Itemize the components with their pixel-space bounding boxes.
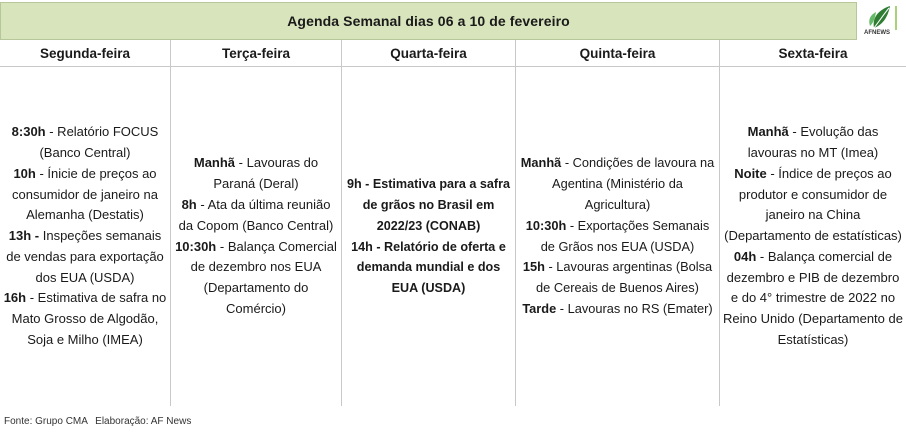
footer-source: Fonte: Grupo CMA <box>4 416 88 427</box>
event-text: Inspeções semanais de vendas para exportação dos EUA (USDA) <box>6 228 164 285</box>
day-header: Quinta-feira <box>516 40 719 67</box>
day-column-thursday <box>515 40 719 406</box>
day-column-wednesday <box>341 40 515 406</box>
afnews-logo <box>860 2 904 40</box>
day-column-tuesday <box>170 40 341 406</box>
event-time: 10:30h <box>525 217 567 233</box>
event-entry <box>345 174 512 236</box>
event-entry <box>519 299 716 320</box>
event-entry <box>3 122 167 164</box>
event-text: - Lavouras no RS (Emater) <box>556 300 713 316</box>
event-entry <box>723 247 903 351</box>
day-events <box>171 67 341 406</box>
event-entry <box>345 237 512 299</box>
day-events <box>516 67 719 406</box>
event-time: 13h - <box>8 228 40 244</box>
event-time: 10:30h <box>175 238 217 254</box>
day-column-friday <box>719 40 906 406</box>
event-entry <box>3 164 167 226</box>
agenda-title: Agenda Semanal dias 06 a 10 de fevereiro <box>287 13 570 29</box>
event-time: 16h <box>3 290 27 306</box>
event-entry <box>174 153 338 195</box>
event-time: 8:30h <box>11 124 46 140</box>
event-entry <box>174 195 338 237</box>
event-text: - Lavouras argentinas (Bolsa de Cereais de Buenos Aires) <box>536 259 713 296</box>
event-time: 14h - Relatório de oferta e demanda mundial e dos EUA (USDA) <box>351 239 506 296</box>
weekly-agenda-table <box>0 40 906 406</box>
event-time: Noite <box>734 165 767 181</box>
day-header: Quarta-feira <box>342 40 515 67</box>
agenda-title-bar <box>0 2 857 40</box>
event-text: - Balança Comercial de dezembro nos EUA (Departamento do Comércio) <box>190 238 337 316</box>
leaf-logo-icon <box>860 2 904 32</box>
event-time: 8h <box>181 196 197 212</box>
event-time: 15h <box>522 259 545 275</box>
event-text: - Ata da última reunião da Copom (Banco Central) <box>178 196 334 233</box>
event-time: Manhã <box>747 124 789 140</box>
event-text: - Estimativa de safra no Mato Grosso de Algodão, Soja e Milho (IMEA) <box>11 290 167 348</box>
event-entry <box>723 164 903 247</box>
day-events <box>342 67 515 406</box>
event-entry <box>519 153 716 215</box>
event-entry <box>3 288 167 350</box>
event-text: - Exportações Semanais de Grãos nos EUA (USDA) <box>540 217 710 254</box>
event-time: Manhã <box>193 155 236 171</box>
footer-credits <box>4 416 191 427</box>
event-time: 04h <box>733 248 757 264</box>
event-entry <box>3 226 167 288</box>
event-entry <box>519 216 716 258</box>
day-events <box>0 67 170 406</box>
event-time: Manhã <box>520 155 562 171</box>
event-time: Tarde <box>522 300 557 316</box>
event-text: - Balança comercial de dezembro e PIB de dezembro e do 4° trimestre de 2022 no Reino Unido (Departamento de Estatísticas) <box>723 248 903 348</box>
event-text: - Lavouras do Paraná (Deral) <box>213 155 319 192</box>
event-text: - Relatório FOCUS (Banco Central) <box>39 124 159 160</box>
day-header: Terça-feira <box>171 40 341 67</box>
logo-text: AFNEWS <box>864 30 890 36</box>
event-entry <box>519 257 716 299</box>
day-events <box>720 67 906 406</box>
event-text: - Ínicie de preços ao consumidor de janeiro na Alemanha (Destatis) <box>12 165 158 223</box>
footer-credit: Elaboração: AF News <box>95 416 192 427</box>
event-text: - Condições de lavoura na Agentina (Ministério da Agricultura) <box>552 155 715 212</box>
day-column-monday <box>0 40 170 406</box>
event-entry <box>174 237 338 320</box>
event-text: - Índice de preços ao produtor e consumidor de janeiro na China (Departamento de estatísticas) <box>724 165 902 244</box>
event-time: 9h - Estimativa para a safra de grãos no Brasil em 2022/23 (CONAB) <box>346 177 511 233</box>
event-entry <box>723 122 903 164</box>
day-header: Segunda-feira <box>0 40 170 67</box>
event-text: - Evolução das lavouras no MT (Imea) <box>747 124 879 160</box>
event-time: 10h <box>13 165 36 181</box>
day-header: Sexta-feira <box>720 40 906 67</box>
